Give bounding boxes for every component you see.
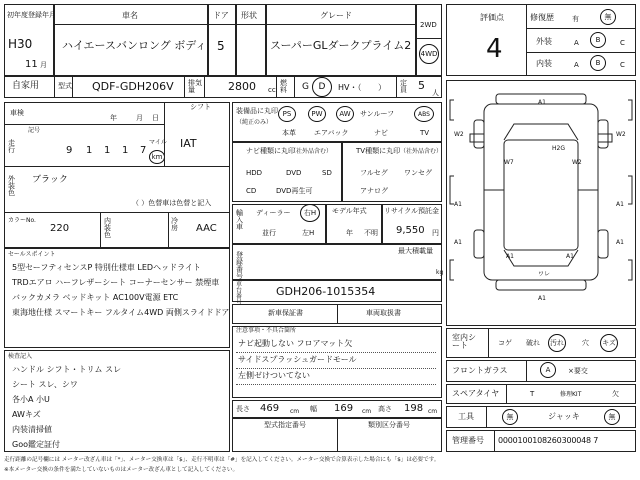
diag-mark-4: W7	[504, 159, 514, 166]
width-value: 169	[334, 403, 354, 414]
diag-mark-11: A1	[506, 253, 514, 260]
interior-ana: 穴	[582, 339, 589, 347]
inspection-month: 月	[136, 114, 143, 122]
drive-4wd: 4WD	[420, 50, 438, 58]
reg-date-label: 初年度登録年月	[7, 11, 56, 19]
color-note: （ ）色替車は色替と記入	[132, 199, 212, 207]
import-right-circle	[300, 204, 320, 222]
score-value: 4	[486, 34, 503, 64]
mileage-mile: マイル	[149, 139, 167, 146]
drive-2wd: 2WD	[420, 21, 437, 29]
car-diagram	[446, 80, 636, 326]
grade-value: スーパーGLダークプライム2	[270, 39, 412, 52]
equip-leather: 本革	[282, 129, 296, 137]
fuel-d: D	[318, 82, 326, 92]
model-code: QDF-GDH206V	[92, 80, 174, 93]
ac-div	[168, 212, 169, 248]
sales-line-3: バックカメラ ベッドキット AC100V電源 ETC	[12, 293, 179, 302]
doors-value: 5	[217, 39, 225, 53]
equip-ps: PS	[282, 110, 292, 118]
color-no-label: カラーNo.	[8, 217, 36, 224]
diag-mark-12: A1	[566, 253, 574, 260]
mileage-label: 走行	[8, 139, 15, 154]
repair-no-circle	[600, 9, 616, 25]
tools-none-circle	[502, 409, 518, 425]
recycle-label: リサイクル預託金	[384, 207, 440, 215]
score-row-1	[526, 28, 636, 29]
wheel-rr	[598, 230, 608, 258]
car-name: ハイエースバンロング ボディ	[62, 39, 207, 52]
width-label: 幅	[310, 405, 317, 413]
inspection-label: 車検	[10, 109, 24, 117]
month-unit: 月	[40, 61, 47, 69]
inspection-day: 日	[152, 114, 159, 122]
height-label: 高さ	[378, 405, 392, 413]
interior-color-label: 内装色	[104, 217, 111, 239]
interior-seat-label: 室内シート	[452, 333, 476, 350]
shift-value: IAT	[180, 137, 197, 150]
jack-none-circle	[604, 409, 620, 425]
mileage-digit-1: 9	[66, 145, 73, 156]
cert-manual: 車両取扱書	[366, 309, 401, 317]
manage-label: 管理番号	[452, 436, 484, 445]
era-year: H30	[8, 37, 33, 51]
score-label: 評価点	[480, 13, 504, 22]
color-value: ブラック	[32, 175, 68, 185]
footer-line-2: ※本メーター交換の条件を満たしていないものはメーター改ざん車として記入してください。	[4, 467, 239, 473]
frame-number: GDH206-1015354	[276, 285, 376, 298]
diag-mark-3: W2	[616, 131, 626, 138]
sales-line-4: 東海地仕様 スマートキー フルタイム4WD 両側スライドドア	[12, 308, 230, 317]
mileage-digit-2: 1	[86, 145, 93, 156]
ac-label: 冷房	[171, 217, 178, 232]
diag-mark-14: A1	[538, 295, 546, 302]
model-year-label: モデル年式	[332, 207, 367, 215]
spare-t: T	[530, 390, 535, 398]
tv-sub: （社外品含む）	[400, 148, 443, 155]
diag-mark-6: H2G	[552, 145, 565, 152]
navi-cd: CD	[246, 187, 257, 195]
drive-cell	[416, 4, 442, 76]
type-number-div	[337, 418, 338, 452]
length-unit: cm	[290, 408, 300, 415]
shape-label: 形状	[241, 11, 257, 20]
navi-label: ナビ種類に丸印	[246, 147, 295, 155]
diag-mark-1: A1	[538, 99, 546, 106]
front-glass-x: ×要交	[568, 367, 588, 375]
fuel-close: ）	[378, 83, 386, 92]
note-line-5: 内装清掃値	[12, 425, 52, 434]
header-divider	[54, 24, 416, 25]
navi-sd: SD	[322, 169, 332, 177]
height-unit: cm	[428, 408, 438, 415]
front-glass-a: A	[545, 366, 551, 374]
repair-yes: 有	[572, 15, 579, 23]
equipment-sub: （純正のみ）	[236, 119, 273, 126]
row2-div3	[184, 76, 185, 98]
load-unit: kg	[436, 269, 444, 276]
usage-value: 自家用	[12, 81, 40, 91]
color-no-div	[100, 212, 101, 248]
equip-ps-circle	[278, 106, 296, 122]
int-b-circle	[590, 55, 606, 71]
ext-c: C	[620, 39, 625, 47]
grade-label: グレード	[320, 11, 352, 20]
spare-none: 欠	[612, 390, 619, 398]
ext-a: A	[574, 39, 579, 47]
score-row-2	[526, 52, 636, 53]
note-line-1: ハンドル シフト・トリム スレ	[12, 365, 122, 374]
int-b: B	[595, 59, 601, 67]
equip-aw-circle	[336, 106, 354, 122]
spare-kit: 修理KIT	[560, 391, 582, 398]
row2-div5	[276, 76, 277, 98]
fuel-hv: HV・（	[338, 83, 362, 92]
note-line-4: AWキズ	[12, 410, 41, 419]
interior-kizu-circle	[600, 334, 618, 352]
type-label: 型式	[58, 82, 72, 90]
jack-none: 無	[608, 413, 616, 421]
model-year-unknown: 不明	[364, 229, 378, 237]
tools-none: 無	[506, 413, 514, 421]
mileage-km-circle	[149, 150, 165, 164]
frame-label: 車台番号	[236, 281, 243, 306]
cert-div	[337, 304, 338, 324]
manage-div	[494, 430, 495, 452]
equip-pw-circle	[308, 106, 326, 122]
color-label: 外装色	[8, 175, 15, 197]
capacity: 5	[418, 79, 425, 92]
row2-div1	[54, 76, 55, 98]
cap-label: 定員	[400, 79, 407, 94]
caution-dots-2	[236, 368, 436, 369]
color-no-value: 220	[50, 223, 70, 234]
equip-abs: ABS	[418, 110, 430, 118]
mileage-divider	[4, 166, 230, 167]
disp-label: 排気量	[188, 79, 202, 94]
sales-line-1: 5型セーフティセンスP 特別仕様車 LEDヘッドライト	[12, 263, 201, 272]
bracket-ml	[450, 176, 454, 204]
int-label: 内装	[536, 59, 552, 68]
navi-hdd: HDD	[246, 169, 263, 177]
drive-divider	[416, 38, 442, 39]
length-value: 469	[260, 403, 280, 414]
diag-mark-2: W2	[454, 131, 464, 138]
inspector-notes-label: 検査記入	[8, 353, 33, 360]
type-number-label: 型式指定番号	[264, 421, 306, 429]
sales-points-label: セールスポイント	[8, 251, 56, 258]
tv-label: TV種類に丸印	[356, 147, 401, 155]
tv-analog: アナログ	[360, 187, 388, 195]
shift-divider	[164, 102, 165, 166]
sales-line-2: TRDエアロ ハーフレザーシート コーナーセンサー 禁煙車	[12, 278, 220, 287]
tv-fullseg: フルセグ	[360, 169, 388, 177]
mileage-digit-5: 7	[140, 145, 147, 156]
import-label: 輸入車	[236, 209, 243, 231]
navi-dvd: DVD	[286, 169, 302, 177]
tv-oneseg: ワンセグ	[404, 169, 432, 177]
row2-div7	[396, 76, 397, 98]
cap-unit: 人	[432, 89, 439, 97]
repair-label: 修復歴	[530, 13, 554, 22]
caution-dots-3	[236, 384, 436, 385]
registration-label: 登録番号	[236, 251, 243, 280]
mileage-digit-label: 記号	[28, 127, 41, 134]
class-number-label: 類別区分番号	[368, 421, 410, 429]
note-line-3: 各小A 小U	[12, 395, 50, 404]
equip-sunroof: サンルーフ	[360, 110, 395, 118]
height-value: 198	[404, 403, 424, 414]
row2-div2	[72, 76, 73, 98]
equip-abs-circle	[414, 106, 434, 122]
caution-dots-1	[236, 352, 436, 353]
front-glass-a-circle	[540, 362, 556, 378]
max-load-label: 最大積載量	[398, 247, 433, 255]
equip-pw: PW	[311, 110, 323, 118]
bracket-br	[628, 260, 632, 280]
bracket-mr	[628, 176, 632, 204]
int-a: A	[574, 61, 579, 69]
row2-div4	[204, 76, 205, 98]
inspection-year: 年	[110, 114, 117, 122]
tools-label: 工具	[458, 412, 474, 421]
ext-label: 外装	[536, 37, 552, 46]
note-line-6: Goo鑑定証付	[12, 440, 60, 449]
row2-div6	[294, 76, 295, 98]
bracket-tl	[450, 100, 454, 120]
note-line-2: シート スレ、シワ	[12, 380, 78, 389]
car-body	[484, 104, 598, 280]
car-windshield	[504, 124, 578, 140]
diag-mark-8: A1	[616, 201, 624, 208]
equipment-label: 装備品に丸印	[236, 107, 278, 115]
ext-b-circle	[590, 32, 606, 48]
inspection-divider	[4, 124, 164, 125]
shift-label: シフト	[190, 103, 211, 111]
import-left: 左H	[302, 229, 315, 237]
interior-koge: コゲ	[498, 339, 512, 347]
length-label: 長さ	[236, 405, 250, 413]
car-name-label: 車名	[122, 11, 138, 20]
interior-kizu: キズ	[602, 339, 616, 347]
model-year-year: 年	[346, 229, 353, 237]
mileage-km: km	[151, 153, 163, 161]
fuel-label: 燃料	[280, 79, 287, 94]
mileage-digit-4: 1	[122, 145, 129, 156]
interior-yogore: 汚れ	[550, 339, 564, 347]
navi-sub: （社外品含む）	[290, 148, 333, 155]
door-label: ドア	[213, 11, 229, 20]
repair-no: 無	[604, 13, 612, 21]
interior-yogore-circle	[548, 334, 566, 352]
caution-line-1: ナビ起動しない フロアマット欠	[238, 339, 353, 348]
drive-4wd-circle	[419, 44, 439, 64]
tools-div	[486, 406, 487, 428]
disp-unit: cc	[268, 86, 276, 94]
wheel-rl	[474, 230, 484, 258]
diag-mark-5: W2	[572, 159, 582, 166]
footer-line-1: 走行距離の記号欄には メーター改ざん車は「*」、メーター交換車は「$」、走行不明車は「#」を記入してください。メーター交換で合算表示した場合にも「$」は必要です。	[4, 457, 440, 463]
front-glass-div	[526, 360, 527, 382]
equip-aw: AW	[339, 110, 351, 118]
displacement: 2800	[228, 80, 256, 93]
color-divider	[4, 212, 230, 213]
interior-yabure: 破れ	[526, 339, 540, 347]
diag-mark-13: ワレ	[538, 271, 551, 278]
mirror-left	[470, 134, 484, 142]
bracket-tr	[628, 100, 632, 120]
diag-mark-7: A1	[454, 201, 462, 208]
manage-value: 0000100108260300048 7	[498, 436, 599, 445]
bracket-bl	[450, 260, 454, 280]
fuel-d-circle	[312, 77, 332, 97]
navi-dvd-play: DVD再生可	[276, 187, 313, 195]
score-div	[526, 4, 527, 76]
caution-label: 注意事項・不具合箇所	[236, 327, 297, 334]
jack-label: ジャッキ	[548, 412, 580, 421]
mirror-right	[598, 134, 612, 142]
import-right: 右H	[303, 209, 317, 217]
car-cabin	[504, 140, 578, 250]
caution-line-3: 左側ゼけついてない	[238, 371, 310, 380]
diag-mark-10: A1	[616, 239, 624, 246]
int-c: C	[620, 61, 625, 69]
cert-new-car: 新車保証書	[268, 309, 303, 317]
diag-mark-9: A1	[454, 239, 462, 246]
caution-line-2: サイドスプラッシュガードモール	[238, 355, 357, 364]
import-dealer: ディーラー	[256, 209, 291, 217]
spare-label: スペアタイヤ	[452, 389, 500, 398]
recycle-unit: 円	[432, 229, 439, 237]
ext-b: B	[595, 36, 601, 44]
mileage-digit-3: 1	[104, 145, 111, 156]
fuel-g: G	[302, 82, 309, 92]
equip-navi: ナビ	[374, 129, 388, 137]
width-unit: cm	[362, 408, 372, 415]
import-parallel: 並行	[262, 229, 276, 237]
rear-bumper	[496, 280, 586, 290]
equip-airbag: エアバック	[314, 129, 349, 137]
ac-value: AAC	[196, 223, 217, 234]
interior-div	[488, 328, 489, 358]
recycle-value: 9,550	[396, 225, 425, 236]
equip-tv: TV	[420, 129, 430, 137]
front-glass-label: フロントガラス	[452, 366, 508, 375]
spare-div	[506, 384, 507, 404]
reg-month: 11	[25, 59, 38, 70]
